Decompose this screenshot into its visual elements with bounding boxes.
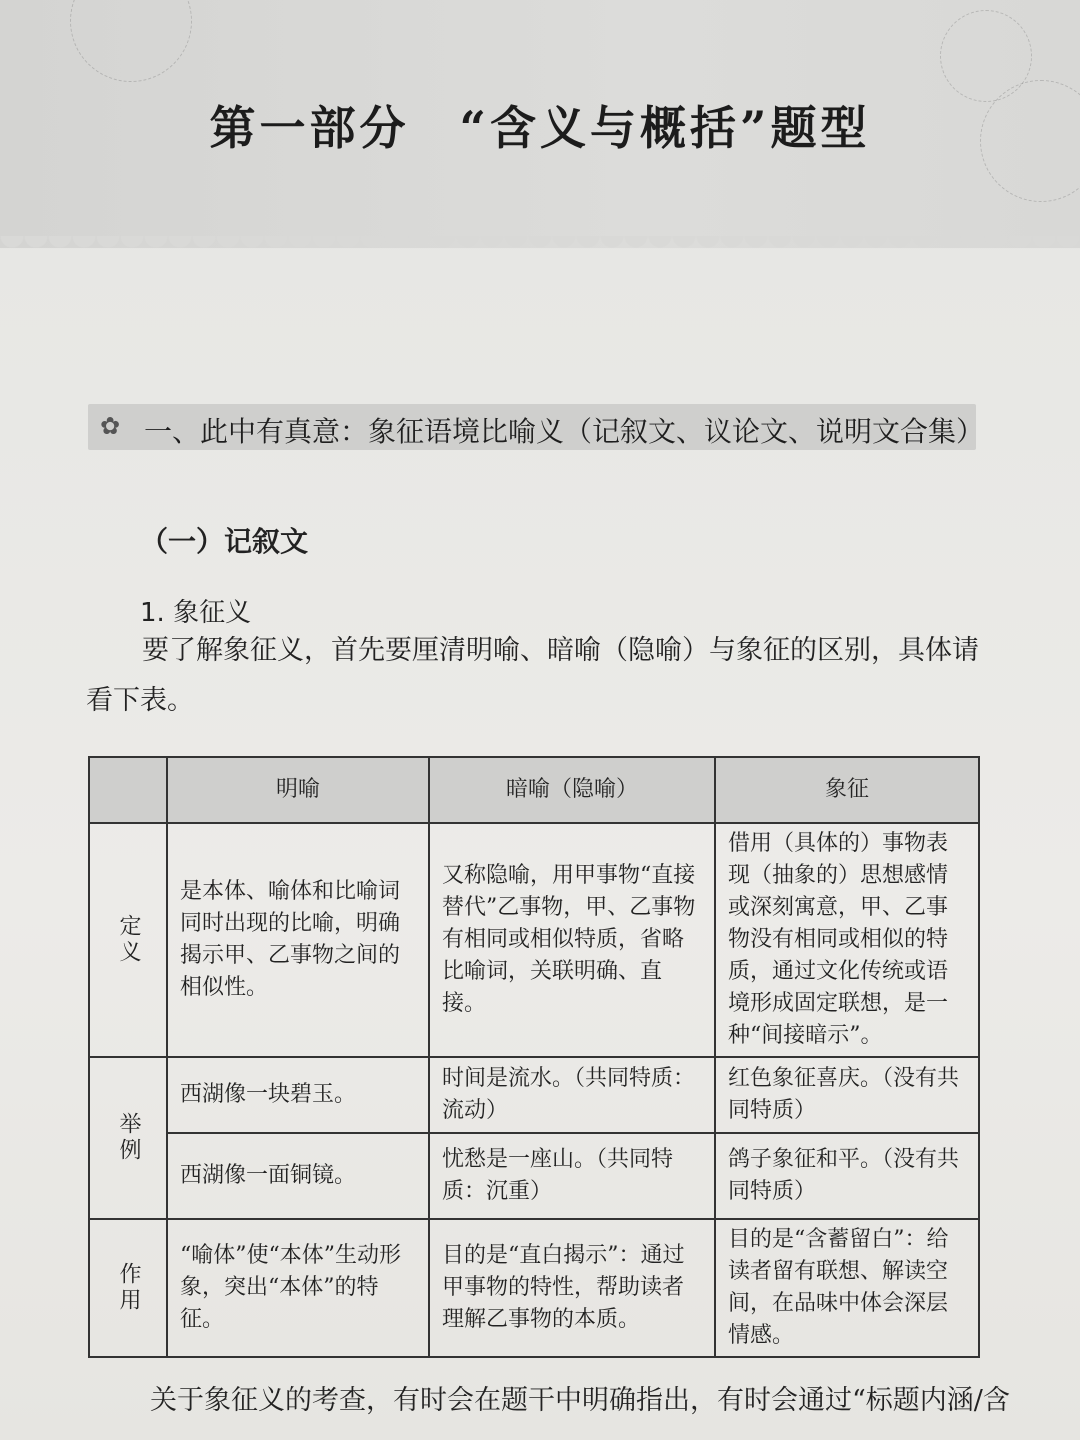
row-label: 作用 (89, 1219, 167, 1357)
dandelion-decoration (70, 0, 192, 82)
corner-cell (89, 757, 167, 823)
table-cell: 时间是流水。（共同特质：流动） (429, 1057, 715, 1133)
table-cell: 目的是“含蓄留白”：给读者留有联想、解读空间，在品味中体会深层情感。 (715, 1219, 979, 1357)
row-label: 定义 (89, 823, 167, 1057)
table-row (89, 823, 979, 1057)
section-heading-bar (88, 404, 985, 450)
table-header-row (89, 757, 979, 823)
table-cell: 红色象征喜庆。（没有共同特质） (715, 1057, 979, 1133)
row-label: 举例 (89, 1057, 167, 1219)
table-cell: 目的是“直白揭示”：通过甲事物的特性，帮助读者理解乙事物的本质。 (429, 1219, 715, 1357)
table-row (89, 1057, 979, 1133)
table-cell: 鸽子象征和平。（没有共同特质） (715, 1133, 979, 1219)
closing-paragraph: 关于象征义的考查，有时会在题干中明确指出，有时会通过“标题内涵/含 (150, 1385, 1010, 1416)
column-header: 暗喻（隐喻） (429, 757, 715, 823)
banner-scalloped-edge (0, 236, 1080, 256)
table-cell: 借用（具体的）事物表现（抽象的）思想感情或深刻寓意，甲、乙事物没有相同或相似的特质，通过文化传统或语境形成固定联想，是一种“间接暗示”。 (715, 823, 979, 1057)
table-row (89, 1219, 979, 1357)
table-row (89, 1133, 979, 1219)
section-heading: 一、此中有真意：象征语境比喻义（记叙文、议论文、说明文合集） (144, 415, 985, 448)
flower-icon: ✿ (100, 412, 121, 440)
table-cell: 西湖像一块碧玉。 (167, 1057, 429, 1133)
page-title: 第一部分 “含义与概括”题型 (209, 101, 871, 155)
intro-paragraph: 要了解象征义，首先要厘清明喻、暗喻（隐喻）与象征的区别，具体请看下表。 (86, 635, 979, 716)
column-header: 象征 (715, 757, 979, 823)
comparison-table (88, 756, 980, 1358)
table-cell: “喻体”使“本体”生动形象，突出“本体”的特征。 (167, 1219, 429, 1357)
table-cell: 是本体、喻体和比喻词同时出现的比喻，明确揭示甲、乙事物之间的相似性。 (167, 823, 429, 1057)
title-banner (0, 0, 1080, 248)
table-cell: 忧愁是一座山。（共同特质：沉重） (429, 1133, 715, 1219)
table-cell: 又称隐喻，用甲事物“直接替代”乙事物，甲、乙事物有相同或相似特质，省略比喻词，关联明确、直接。 (429, 823, 715, 1057)
column-header: 明喻 (167, 757, 429, 823)
item-heading: 1. 象征义 (140, 598, 252, 628)
subsection-heading: （一）记叙文 (140, 525, 309, 558)
table-cell: 西湖像一面铜镜。 (167, 1133, 429, 1219)
